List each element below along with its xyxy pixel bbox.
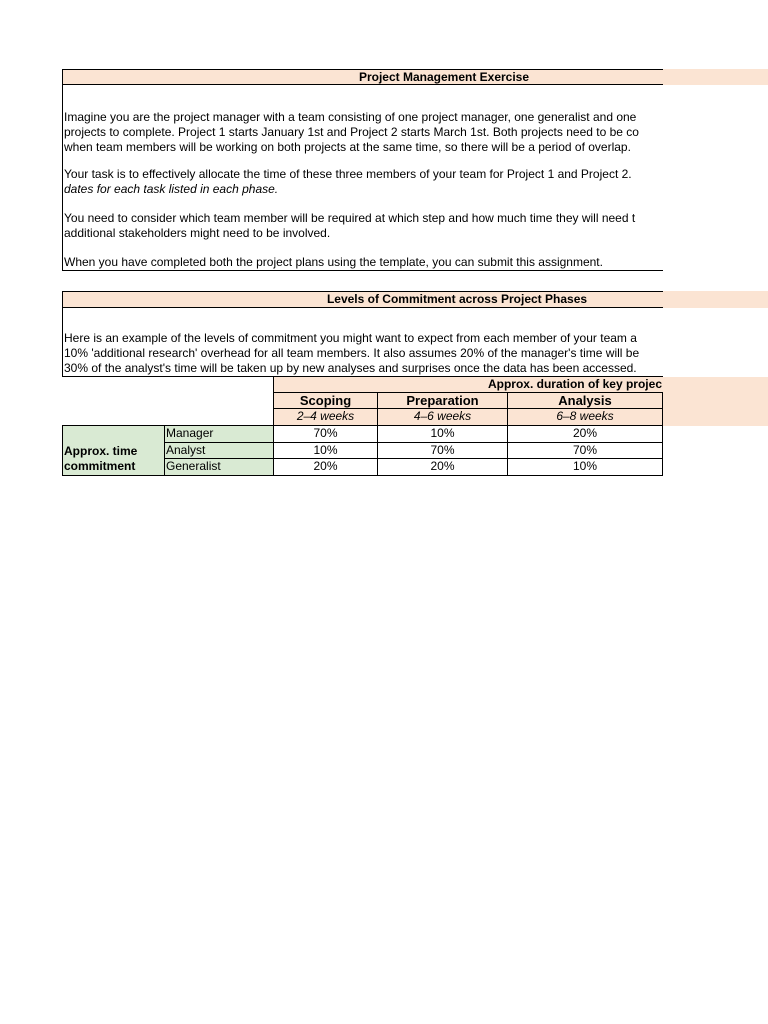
value-analyst-preparation: 70% bbox=[377, 442, 508, 459]
paragraph-line: projects to complete. Project 1 starts January 1st and Project 2 starts March 1st. Both projects need to be co bbox=[64, 125, 639, 139]
header-band-2 bbox=[663, 291, 768, 308]
row-group-label: Approx. time commitment bbox=[62, 425, 165, 476]
duration-analysis: 6–8 weeks bbox=[507, 408, 663, 426]
header-band-1 bbox=[663, 69, 768, 85]
paragraph-line: When you have completed both the project plans using the template, you can submit this assignment. bbox=[64, 255, 603, 269]
phase-scoping-header: Scoping bbox=[273, 392, 378, 409]
paragraph-line: You need to consider which team member will be required at which step and how much time they will need t bbox=[64, 211, 636, 225]
value-generalist-analysis: 10% bbox=[507, 458, 663, 476]
duration-scoping: 2–4 weeks bbox=[273, 408, 378, 426]
instruction-paragraph-4 bbox=[64, 255, 663, 270]
instruction-paragraph-3 bbox=[64, 211, 663, 241]
value-manager-scoping: 70% bbox=[273, 425, 378, 443]
phase-preparation-header: Preparation bbox=[377, 392, 508, 409]
section-title: Project Management Exercise bbox=[358, 70, 530, 84]
table-header-band bbox=[663, 377, 768, 426]
value-analyst-analysis: 70% bbox=[507, 442, 663, 459]
paragraph-line: 10% 'additional research' overhead for all team members. It also assumes 20% of the manager's time will be bbox=[64, 346, 640, 360]
paragraph-line: 30% of the analyst's time will be taken up by new analyses and surprises once the data has been accessed. bbox=[64, 361, 637, 375]
value-manager-preparation: 10% bbox=[377, 425, 508, 443]
paragraph-line: when team members will be working on both projects at the same time, so there will be a period of overlap. bbox=[64, 140, 631, 154]
duration-header: Approx. duration of key projec bbox=[273, 376, 663, 393]
paragraph-line: Your task is to effectively allocate the time of these three members of your team for Project 1 and Project 2. bbox=[64, 167, 632, 181]
value-generalist-scoping: 20% bbox=[273, 458, 378, 476]
paragraph-line: Imagine you are the project manager with a team consisting of one project manager, one generalist and one bbox=[64, 110, 637, 124]
instruction-paragraph-1 bbox=[64, 110, 663, 155]
value-generalist-preparation: 20% bbox=[377, 458, 508, 476]
commitment-intro bbox=[64, 331, 663, 376]
section-header-project-management bbox=[62, 69, 663, 85]
phase-analysis-header: Analysis bbox=[507, 392, 663, 409]
section-header-levels-of-commitment bbox=[62, 291, 663, 308]
role-analyst: Analyst bbox=[164, 442, 274, 459]
paragraph-line: additional stakeholders might need to be involved. bbox=[64, 226, 331, 240]
paragraph-line-italic: dates for each task listed in each phase. bbox=[64, 182, 279, 196]
paragraph-line: Here is an example of the levels of commitment you might want to expect from each member of your team a bbox=[64, 331, 637, 345]
value-analyst-scoping: 10% bbox=[273, 442, 378, 459]
role-manager: Manager bbox=[164, 425, 274, 443]
section-title: Levels of Commitment across Project Phases bbox=[326, 292, 588, 306]
instruction-paragraph-2 bbox=[64, 167, 663, 197]
duration-preparation: 4–6 weeks bbox=[377, 408, 508, 426]
role-generalist: Generalist bbox=[164, 458, 274, 476]
value-manager-analysis: 20% bbox=[507, 425, 663, 443]
